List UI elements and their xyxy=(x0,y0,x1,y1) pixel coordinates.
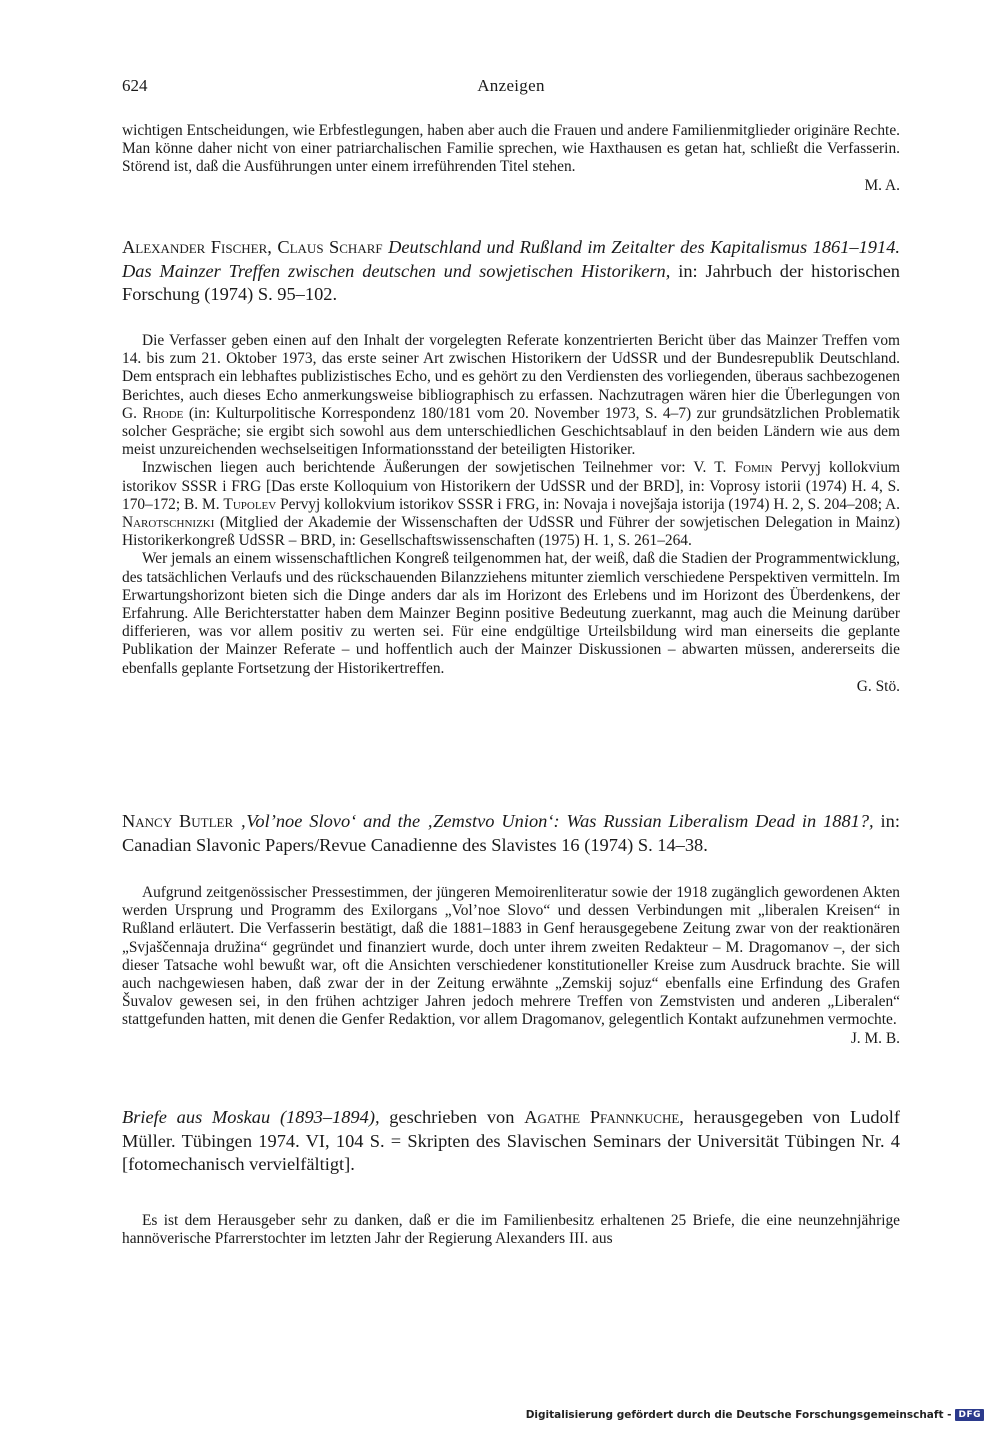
intro-signature: M. A. xyxy=(864,176,900,194)
review-source: in: Jahrbuch der historischen Forschung (1974) S. 95–102. xyxy=(122,260,900,304)
page-header xyxy=(122,76,900,102)
review-3-heading xyxy=(122,1106,900,1177)
intro-paragraph: wichtigen Entscheidungen, wie Erbfestlegungen, haben aber auch die Frauen und andere Familienmitglieder originäre Rechte. Man könne daher nicht von einer patriarchalischen Familie sprechen, wie Haxthausen es getan hat, schließt die Verfasserin. Störend ist, daß die Ausführungen unter einem irreführenden Titel stehen. xyxy=(122,122,900,176)
text-run: geschrieben von xyxy=(379,1107,525,1127)
cited-author: Fomin xyxy=(734,459,773,477)
text-run: Pervyj kollokvium istorikov SSSR i FRG, in: Novaja i novejšaja istorija (1974) H. 2, S. 204–208; A. xyxy=(276,495,900,513)
running-title: Anzeigen xyxy=(477,76,545,95)
digitization-footer xyxy=(526,1407,984,1423)
dfg-logo: DFG xyxy=(955,1409,984,1421)
review-authors: Alexander Fischer, Claus Scharf xyxy=(122,237,383,257)
review-signature: J. M. B. xyxy=(850,1029,900,1047)
review-paragraph: Aufgrund zeitgenössischer Pressestimmen, der jüngeren Memoirenliteratur sowie der 1918 zugänglich gewordenen Akten werden Ursprung und Programm des Exilorgans „Vol’noe Slovo“ und dessen Verbindungen mit „liberalen Kreisen“ in Rußland erläutert. Die Verfasserin bestätigt, daß die 1881–1883 in Genf herausgegebene Zeitung zwar von der reaktionären „Svjaščennaja družina“ gegründet und finanziert wurde, doch unter ihrem zweiten Redakteur – M. Dragomanov –, der sich dieser Tatsache wohl bewußt war, oft die Ansichten verschiedener konstitutioneller Kreise zum Ausdruck brachte. Sie will auch nachgewiesen haben, daß zwar der in der Zeitung erwähnte „Zemskij sojuz“ ebenfalls eine Erfindung des Grafen Šuvalov gewesen sei, in den frühen achtziger Jahren jedoch mehrere Treffen von Zemstvisten und anderen „Liberalen“ stattgefunden hatten, mit denen die Genfer Redaktion, vor allem Dragomanov, gelegentlich Kontakt aufzunehmen vermochte. xyxy=(122,884,900,1029)
review-paragraph xyxy=(122,332,900,459)
review-signature: G. Stö. xyxy=(856,677,900,695)
bibliographic-entry xyxy=(122,810,900,857)
review-title: ‚Vol’noe Slovo‘ and the ‚Zemstvo Union‘: Was Russian Liberalism Dead in 1881?, xyxy=(233,811,874,831)
cited-author: Narotschnizki xyxy=(122,514,215,532)
review-1-heading xyxy=(122,236,900,307)
text-run: Inzwischen liegen auch berichtende Äußerungen der sowjetischen Teilnehmer vor: V. T. xyxy=(142,459,735,477)
cited-author: Rhode xyxy=(142,404,184,422)
review-title: Deutschland und Rußland im Zeitalter des Kapitalismus 1861–1914. Das Mainzer Treffen zwischen deutschen und sowjetischen Historikern, xyxy=(122,237,900,281)
text-run: , herausgegeben von Ludolf Müller. Tübingen 1974. VI, 104 S. = Skripten des Slavischen Seminars der Universität Tübingen Nr. 4 [fotomechanisch vervielfältigt]. xyxy=(122,1107,901,1174)
review-paragraph xyxy=(122,459,900,550)
text-run: Pervyj kollokvium istorikov SSSR i FRG [Das erste Kolloquium von Historikern der UdSSR und der BRD], in: Voprosy istorii (1974) H. 4, S. 170–172; B. M. xyxy=(122,459,900,513)
review-2-body xyxy=(122,884,900,1048)
review-title: Briefe aus Moskau (1893–1894), xyxy=(122,1107,380,1127)
review-source: in: Canadian Slavonic Papers/Revue Canadienne des Slavistes 16 (1974) S. 14–38. xyxy=(122,811,900,855)
review-authors: Agathe Pfannkuche xyxy=(524,1107,680,1127)
text-run: (in: Kulturpolitische Korrespondenz 180/181 vom 20. November 1973, S. 4–7) zur grundsätzlichen Problematik solcher Gespräche; sie ergibt sich sowohl aus dem unterschiedlichen Geschichtsablauf in den beiden Ländern wie aus dem meist unzureichenden wechselseitigen Informationsstand der beteiligten Historiker. xyxy=(122,404,901,459)
review-paragraph: Es ist dem Herausgeber sehr zu danken, daß er die im Familienbesitz erhaltenen 25 Briefe, die eine neunzehnjährige hannöverische Pfarrerstochter im letzten Jahr der Regierung Alexanders III. aus xyxy=(122,1212,900,1248)
page-number: 624 xyxy=(122,76,148,95)
review-3-body xyxy=(122,1212,900,1248)
text-run: Die Verfasser geben einen auf den Inhalt der vorgelegten Referate konzentrierten Bericht über das Mainzer Treffen vom 14. bis zum 21. Oktober 1973, das erste seiner Art zwischen Historikern der UdSSR und der Bundesrepublik Deutschland. Dem entsprach ein lebhaftes publizistisches Echo, und es gehört zu den Verdiensten des vorliegenden, überaus sachbezogenen Berichtes, auch dieses Echo anmerkungsweise bibliographisch zu erfassen. Nachzutragen wären hier die Überlegungen von G. xyxy=(122,332,900,422)
bibliographic-entry xyxy=(122,236,900,307)
review-paragraph: Wer jemals an einem wissenschaftlichen Kongreß teilgenommen hat, der weiß, daß die Stadien der Programmentwicklung, des tatsächlichen Verlaufs und des rückschauenden Bilanzziehens mitunter ziemlich verschiedene Perspektiven vermitteln. Im Erwartungshorizont bieten sich die Dinge anders dar als im Horizont des Erlebens und im Horizont des Überdenkens, der Erfahrung. Alle Berichterstatter haben dem Mainzer Beginn positive Bedeutung zuerkannt, mag auch die Meinung darüber differieren, was vor allem positiv zu werten sei. Für eine endgültige Urteilsbildung wird man einerseits die geplante Publikation der Mainzer Referate – und hoffentlich auch der Mainzer Diskussionen – abwarten müssen, andererseits die ebenfalls geplante Fortsetzung der Historikertreffen. xyxy=(122,550,900,677)
review-2-heading xyxy=(122,810,900,857)
footer-credit: Digitalisierung gefördert durch die Deutsche Forschungsgemeinschaft - xyxy=(525,1409,952,1421)
review-1-body xyxy=(122,332,900,696)
text-run: (Mitglied der Akademie der Wissenschaften der UdSSR und Führer der sowjetischen Delegation in Mainz) Historikerkongreß UdSSR – BRD, in: Gesellschaftswissenschaften (1975) H. 1, S. 261–264. xyxy=(122,514,900,550)
bibliographic-entry xyxy=(122,1106,900,1177)
cited-author: Tupolev xyxy=(223,495,277,513)
review-authors: Nancy Butler xyxy=(122,811,234,831)
intro-block xyxy=(122,122,900,195)
